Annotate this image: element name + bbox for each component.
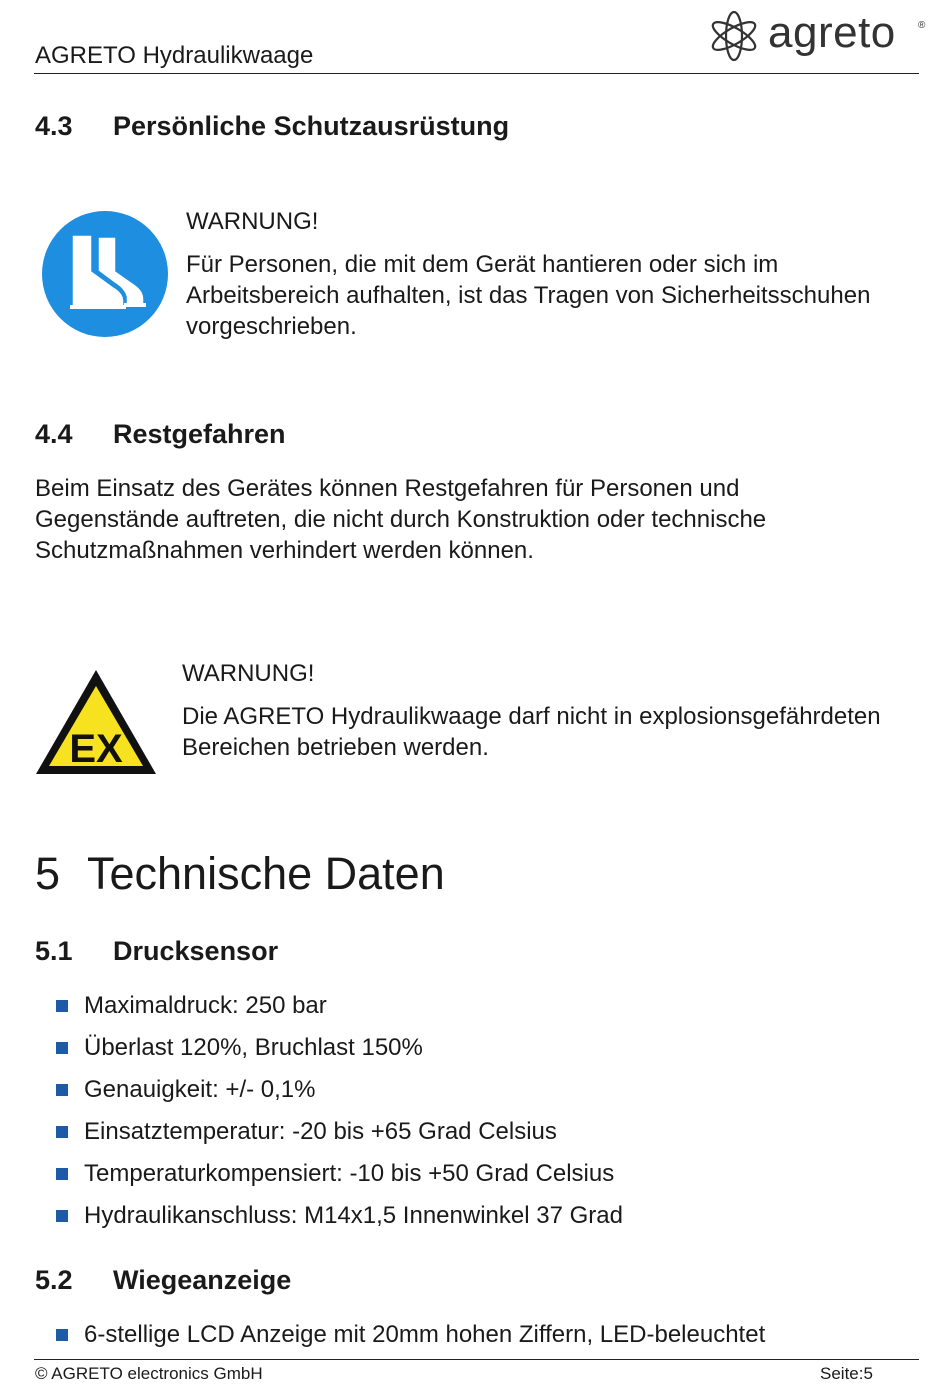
safety-boots-icon xyxy=(40,209,170,339)
list-item: Hydraulikanschluss: M14x1,5 Innenwinkel 37 Grad xyxy=(35,1202,623,1244)
text-line: Bereichen betrieben werden. xyxy=(182,734,489,761)
text-line: Arbeitsbereich aufhalten, ist das Tragen von Sicherheitsschuhen xyxy=(186,282,871,309)
list-item: Genauigkeit: +/- 0,1% xyxy=(35,1076,623,1118)
section-4-3-number: 4.3 xyxy=(35,111,73,141)
ex-label: EX xyxy=(69,727,123,771)
chapter-5-title: Technische Daten xyxy=(87,848,445,899)
footer-page-number: Seite:5 xyxy=(820,1364,873,1383)
logo-wordmark: agreto xyxy=(768,8,896,57)
agreto-flower-icon xyxy=(706,8,762,64)
chapter-5-heading xyxy=(35,848,445,900)
ex-warning-text xyxy=(182,701,881,763)
document-header-title: AGRETO Hydraulikwaage xyxy=(35,42,314,69)
text-line: Für Personen, die mit dem Gerät hantieren oder sich im xyxy=(186,251,779,278)
list-item: Überlast 120%, Bruchlast 150% xyxy=(35,1034,623,1076)
section-5-2-number: 5.2 xyxy=(35,1265,73,1295)
list-item: Einsatztemperatur: -20 bis +65 Grad Celsius xyxy=(35,1118,623,1160)
section-5-1-number: 5.1 xyxy=(35,936,73,966)
text-line: Schutzmaßnahmen verhindert werden können. xyxy=(35,537,534,564)
text-line: Beim Einsatz des Gerätes können Restgefahren für Personen und xyxy=(35,475,740,502)
explosion-hazard-icon xyxy=(32,666,160,778)
ex-warning-label: WARNUNG! xyxy=(182,660,315,687)
section-4-3-title: Persönliche Schutzausrüstung xyxy=(113,111,510,141)
section-5-2-title: Wiegeanzeige xyxy=(113,1265,292,1295)
footer-divider xyxy=(34,1359,919,1360)
chapter-5-number: 5 xyxy=(35,848,61,899)
list-item: 6-stellige LCD Anzeige mit 20mm hohen Ziffern, LED-beleuchtet xyxy=(35,1321,765,1363)
ppe-warning-label: WARNUNG! xyxy=(186,208,319,235)
logo-registered-mark: ® xyxy=(918,20,926,31)
footer-copyright: © AGRETO electronics GmbH xyxy=(35,1364,263,1383)
residual-risk-paragraph xyxy=(35,473,766,566)
section-4-4-number: 4.4 xyxy=(35,419,73,449)
text-line: Gegenstände auftreten, die nicht durch Konstruktion oder technische xyxy=(35,506,767,533)
section-4-4-title: Restgefahren xyxy=(113,419,286,449)
section-5-1-title: Drucksensor xyxy=(113,936,279,966)
weighing-display-spec-list xyxy=(35,1321,765,1363)
text-line: vorgeschrieben. xyxy=(186,313,357,340)
ppe-warning-text xyxy=(186,249,870,342)
list-item: Temperaturkompensiert: -10 bis +50 Grad Celsius xyxy=(35,1160,623,1202)
pressure-sensor-spec-list xyxy=(35,992,623,1244)
text-line: Die AGRETO Hydraulikwaage darf nicht in explosionsgefährdeten xyxy=(182,703,881,730)
list-item: Maximaldruck: 250 bar xyxy=(35,992,623,1034)
agreto-logo xyxy=(706,6,931,66)
header-divider xyxy=(34,73,919,74)
